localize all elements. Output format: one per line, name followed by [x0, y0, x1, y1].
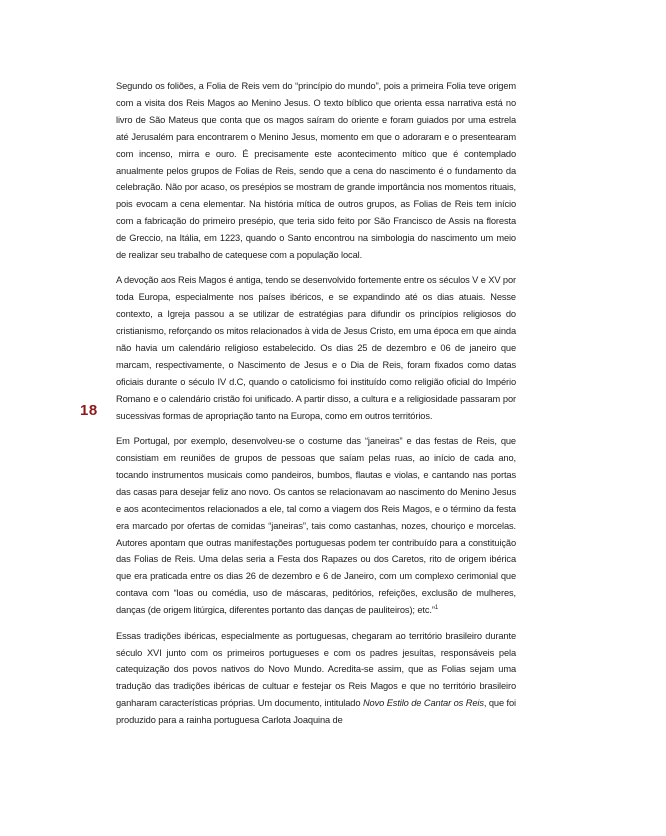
- document-title-italic: Novo Estilo de Cantar os Reis: [362, 698, 484, 709]
- paragraph-4: [116, 628, 516, 729]
- paragraph-3: [116, 433, 516, 619]
- paragraph-2: A devoção aos Reis Magos é antiga, tendo se desenvolvido fortemente entre os séculos V e XV por toda Europa, especialmente nos países ibéricos, e se expandindo até os dias atuais. Nesse contexto, a Igreja passou a se utilizar de estratégias para difundir os princípios religiosos do cristianismo, reforçando os mitos relacionados à vida de Jesus Cristo, em uma época em que ainda não havia um calendário religioso estabelecido. Os dias 25 de dezembro e 06 de janeiro que marcam, respectivamente, o Nascimento de Jesus e o Dia de Reis, foram fixados como datas oficiais durante o século IV d.C, quando o catolicismo foi instituído como religião oficial do Império Romano e o calendário cristão foi unificado. A partir disso, a cultura e a religiosidade passaram por sucessivas formas de apropriação tanto na Europa, como em outros territórios.: [116, 275, 516, 421]
- paragraph-4-text-end: , que foi produzido para a rainha portuguesa Carlota Joaquina de: [116, 698, 516, 726]
- paragraph-3-text: Em Portugal, por exemplo, desenvolveu-se o costume das “janeiras” e das festas de Reis, que consistiam em reuniões de grupos de pessoas que saíam pelas ruas, ao início de cada ano, tocando instrumentos musicais como pandeiros, bumbos, flautas e violas, e cantando nas portas das casas para desejar feliz ano novo. Os cantos se relacionavam ao nascimento do Menino Jesus e aos acontecimentos relacionados a ele, tal como a viagem dos Reis Magos, e o término da festa era marcado por ofertas de comidas “janeiras”, tais como castanhas, nozes, chouriço e morcelas. Autores apontam que outras manifestações portuguesas podem ter contribuído para a constituição das Folias de Reis. Uma delas seria a Festa dos Rapazes ou dos Caretos, rito de origem ibérica que era praticada entre os dias 26 de dezembro e 6 de Janeiro, com um complexo cerimonial que contava com “loas ou comédia, uso de máscaras, peditórios, refeições, exclusão de mulheres, danças (de origem litúrgica, diferentes portanto das danças de pauliteiros); etc.”: [116, 436, 516, 616]
- paragraph-4-text-start: Essas tradições ibéricas, especialmente as portuguesas, chegaram ao território brasileiro durante século XVI junto com os primeiros portugueses e com os padres jesuítas, responsáveis pela catequização dos povos nativos do Novo Mundo. Acredita-se assim, que as Folias sejam uma tradução das tradições ibéricas de cultuar e festejar os Reis Magos e que no território brasileiro ganharam características próprias. Um documento, intitulado: [116, 630, 516, 709]
- paragraph-1: Segundo os foliões, a Folia de Reis vem do “princípio do mundo”, pois a primeira Folia teve origem com a visita dos Reis Magos ao Menino Jesus. O texto bíblico que orienta essa narrativa está no livro de São Mateus que conta que os magos saíram do oriente e foram guiados por uma estrela até Jerusalém para encontrarem o Menino Jesus, momento em que o adoraram e o presentearam com incenso, mirra e ouro. É precisamente este acontecimento mítico que é contemplado anualmente pelos grupos de Folias de Reis, sendo que a cena do nascimento é o fundamento da celebração. Não por acaso, os presépios se mostram de grande importância nos momentos rituais, pois evocam a cena elementar. Na história mítica de outros grupos, as Folias de Reis tem início com a fabricação do primeiro presépio, que teria sido feito por São Francisco de Assis na floresta de Greccio, na Itália, em 1223, quando o Santo encontrou na simbologia do nascimento um meio de realizar seu trabalho de catequese com a população local.: [116, 81, 516, 261]
- footnote-reference: 1: [434, 605, 439, 612]
- page-number: 18: [80, 402, 98, 419]
- body-text: [116, 78, 516, 729]
